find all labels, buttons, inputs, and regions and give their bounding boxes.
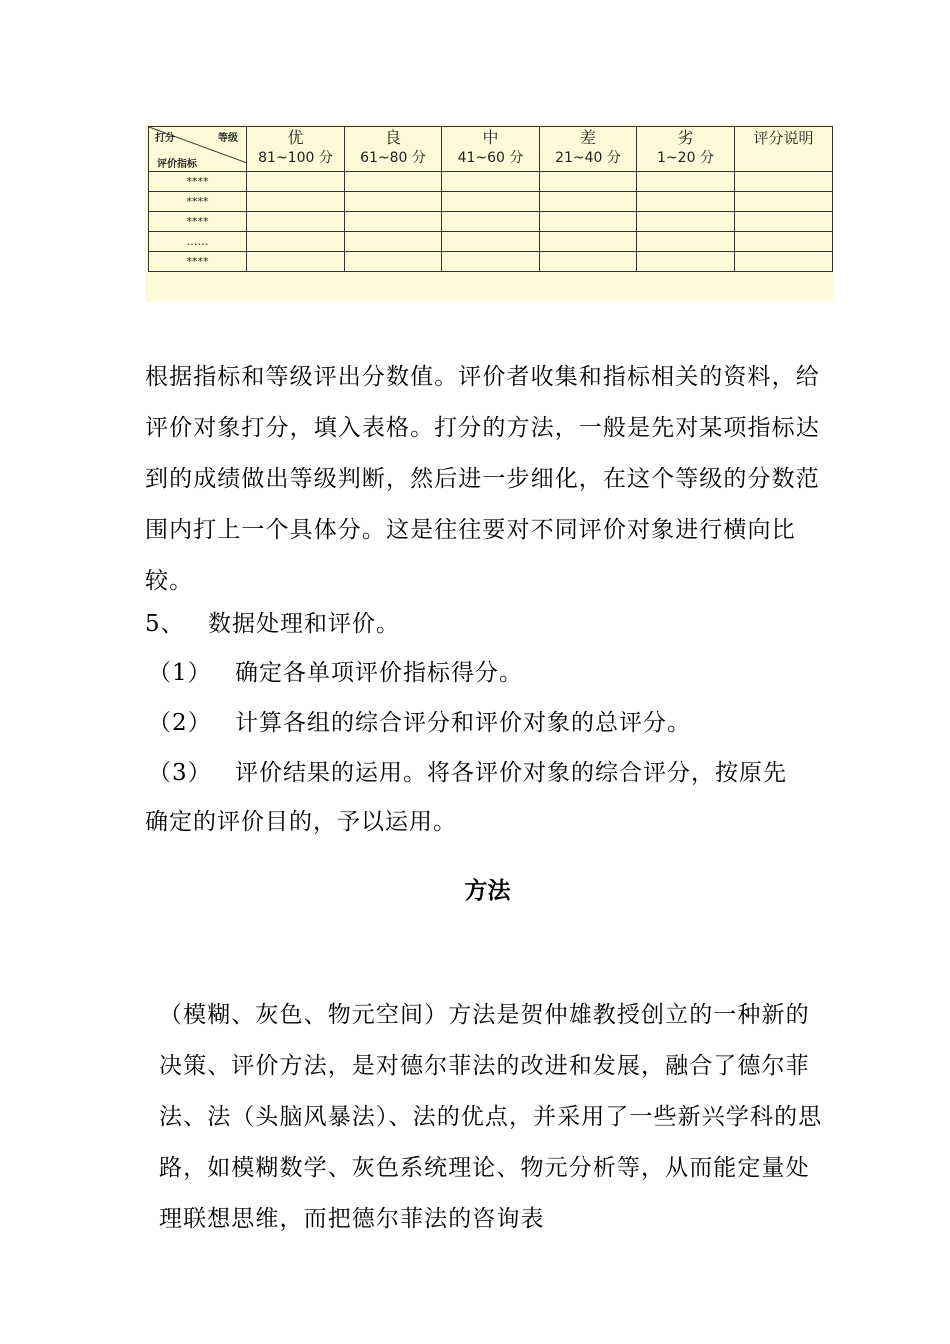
- score-cell: [637, 172, 735, 192]
- indicator-cell: ****: [149, 192, 247, 212]
- list-number: 5、: [145, 611, 185, 637]
- score-cell: [345, 252, 442, 272]
- grade-range: 81~100 分: [258, 150, 333, 166]
- score-cell: [345, 192, 442, 212]
- grade-range: 61~80 分: [360, 150, 426, 166]
- note-cell: [735, 212, 833, 232]
- grade-range: 1~20 分: [657, 150, 714, 166]
- score-cell: [247, 212, 345, 232]
- score-cell: [345, 172, 442, 192]
- sub-item-number: （3）: [148, 760, 212, 786]
- sub-item-number: （1）: [148, 660, 212, 686]
- score-cell: [442, 232, 540, 252]
- table-corner-cell: [149, 127, 247, 172]
- score-cell: [442, 212, 540, 232]
- corner-grade-label: 等级: [218, 133, 238, 144]
- grade-name: 良: [384, 128, 401, 147]
- score-cell: [637, 192, 735, 212]
- note-cell: [735, 252, 833, 272]
- sub-item-number: （2）: [148, 710, 212, 736]
- list-text: 数据处理和评价。: [208, 611, 400, 637]
- indicator-cell: ****: [149, 252, 247, 272]
- score-cell: [345, 212, 442, 232]
- sub-item-text: 评价结果的运用。将各评价对象的综合评分，按原先: [235, 760, 787, 786]
- score-cell: [247, 252, 345, 272]
- grade-header-cell: [247, 127, 345, 172]
- grade-header-cell: [540, 127, 637, 172]
- table-row: [149, 192, 833, 212]
- paragraph-method-description: （模糊、灰色、物元空间）方法是贺仲雄教授创立的一种新的决策、评价方法，是对德尔菲法的改进和发展，融合了德尔菲法、法（头脑风暴法）、法的优点，并采用了一些新兴学科的思路，如模糊数学、灰色系统理论、物元分析等，从而能定量处理联想思维，而把德尔菲法的咨询表: [159, 1002, 823, 1232]
- score-cell: [442, 172, 540, 192]
- score-cell: [540, 252, 637, 272]
- grading-table: [148, 126, 833, 272]
- sub-item-3-continuation: 确定的评价目的，予以运用。: [145, 809, 457, 835]
- indicator-cell: ****: [149, 212, 247, 232]
- score-cell: [540, 172, 637, 192]
- section-heading: 方法: [464, 877, 511, 904]
- indicator-cell: ……: [149, 232, 247, 252]
- note-header: 评分说明: [753, 129, 814, 147]
- grade-range: 21~40 分: [555, 150, 621, 166]
- note-header-cell: [735, 127, 833, 172]
- table-row: [149, 212, 833, 232]
- grade-header-cell: [442, 127, 540, 172]
- grade-range: 41~60 分: [457, 150, 524, 166]
- sub-item-1: [148, 658, 523, 688]
- grade-header-cell: [345, 127, 442, 172]
- score-cell: [247, 232, 345, 252]
- note-cell: [735, 172, 833, 192]
- note-cell: [735, 192, 833, 212]
- sub-item-text: 确定各单项评价指标得分。: [235, 660, 523, 686]
- grade-name: 差: [579, 128, 596, 147]
- score-cell: [540, 232, 637, 252]
- indicator-cell: ****: [149, 172, 247, 192]
- score-cell: [247, 172, 345, 192]
- table-row: [149, 232, 833, 252]
- table-row: [149, 172, 833, 192]
- grade-name: 中: [482, 128, 499, 147]
- score-cell: [637, 252, 735, 272]
- sub-item-3: [148, 758, 787, 788]
- score-cell: [637, 232, 735, 252]
- table-header-row: [149, 127, 833, 172]
- grade-name: 优: [287, 128, 304, 147]
- table-row: [149, 252, 833, 272]
- score-cell: [442, 192, 540, 212]
- score-cell: [247, 192, 345, 212]
- score-cell: [345, 232, 442, 252]
- score-cell: [540, 192, 637, 212]
- sub-item-2: [148, 708, 691, 738]
- corner-score-label: 打分: [155, 133, 175, 144]
- grade-header-cell: [637, 127, 735, 172]
- score-cell: [637, 212, 735, 232]
- score-cell: [442, 252, 540, 272]
- grading-table-block: [145, 124, 833, 301]
- note-cell: [735, 232, 833, 252]
- grade-name: 劣: [677, 128, 694, 147]
- list-item-5: [145, 609, 400, 639]
- score-cell: [540, 212, 637, 232]
- sub-item-text: 计算各组的综合评分和评价对象的总评分。: [235, 710, 691, 736]
- paragraph-scoring-method: 根据指标和等级评出分数值。评价者收集和指标相关的资料，给评价对象打分，填入表格。打分的方法，一般是先对某项指标达到的成绩做出等级判断，然后进一步细化，在这个等级的分数范围内打上一个具体分。这是往往要对不同评价对象进行横向比较。: [145, 364, 820, 594]
- corner-indicator-label: 评价指标: [157, 159, 197, 170]
